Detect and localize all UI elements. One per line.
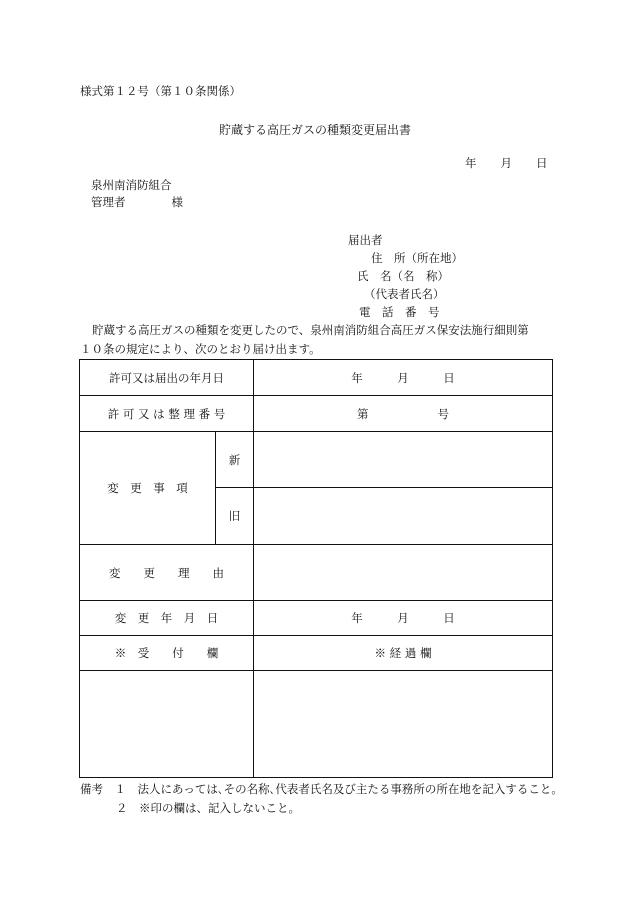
addressee-manager: 管理者 様 (91, 195, 183, 209)
table-row (80, 545, 553, 601)
form-number: 様式第１２号（第１０条関係） (80, 84, 241, 98)
table-row (80, 671, 553, 778)
reception-field[interactable] (80, 671, 254, 778)
progress-field[interactable] (254, 671, 553, 778)
table-row (80, 396, 553, 432)
permit-number-field[interactable]: 第 号 (254, 396, 553, 432)
change-date-label: 変 更 年 月 日 (80, 601, 254, 636)
reception-label: ※ 受 付 欄 (80, 636, 254, 671)
change-reason-field[interactable] (254, 545, 553, 601)
table-row (80, 636, 553, 671)
year-label: 年 (465, 156, 477, 170)
old-value-field[interactable] (254, 488, 553, 545)
old-label: 旧 (216, 488, 254, 545)
addressee-org: 泉州南消防組合 (91, 178, 172, 192)
new-label: 新 (216, 432, 254, 488)
applicant-address-label: 住 所（所在地） (371, 251, 463, 265)
progress-label: ※ 経 過 欄 (254, 636, 553, 671)
permit-date-field[interactable]: 年 月 日 (254, 360, 553, 396)
change-reason-label: 変 更 理 由 (80, 545, 254, 601)
day-label: 日 (536, 156, 548, 170)
applicant-rep-label: （代表者氏名） (364, 287, 445, 301)
notes-line-2: ２ ※印の欄は、記入しないこと。 (116, 801, 300, 815)
new-value-field[interactable] (254, 432, 553, 488)
table-row (80, 432, 553, 488)
notes-line-1: 備考 １ 法人にあっては､その名称､代表者氏名及び主たる事務所の所在地を記入すること。 (80, 782, 563, 796)
applicant-phone-label: 電 話 番 号 (359, 305, 440, 319)
change-form-table (79, 359, 553, 778)
applicant-heading: 届出者 (348, 233, 383, 247)
change-date-field[interactable]: 年 月 日 (254, 601, 553, 636)
applicant-name-label: 氏 名（名 称） (357, 269, 449, 283)
intro-line-1: 貯蔵する高圧ガスの種類を変更したので、泉州南消防組合高圧ガス保安法施行細則第 (92, 323, 529, 337)
submission-date (465, 155, 548, 171)
change-items-label: 変 更 事 項 (80, 432, 216, 545)
permit-date-label: 許可又は届出の年月日 (80, 360, 254, 396)
permit-number-label: 許 可 又 は 整 理 番 号 (80, 396, 254, 432)
intro-line-2: １０条の規定により、次のとおり届け出ます。 (80, 342, 321, 356)
table-row (80, 360, 553, 396)
table-row (80, 601, 553, 636)
document-title: 貯蔵する高圧ガスの種類変更届出書 (218, 123, 411, 137)
month-label: 月 (500, 156, 512, 170)
